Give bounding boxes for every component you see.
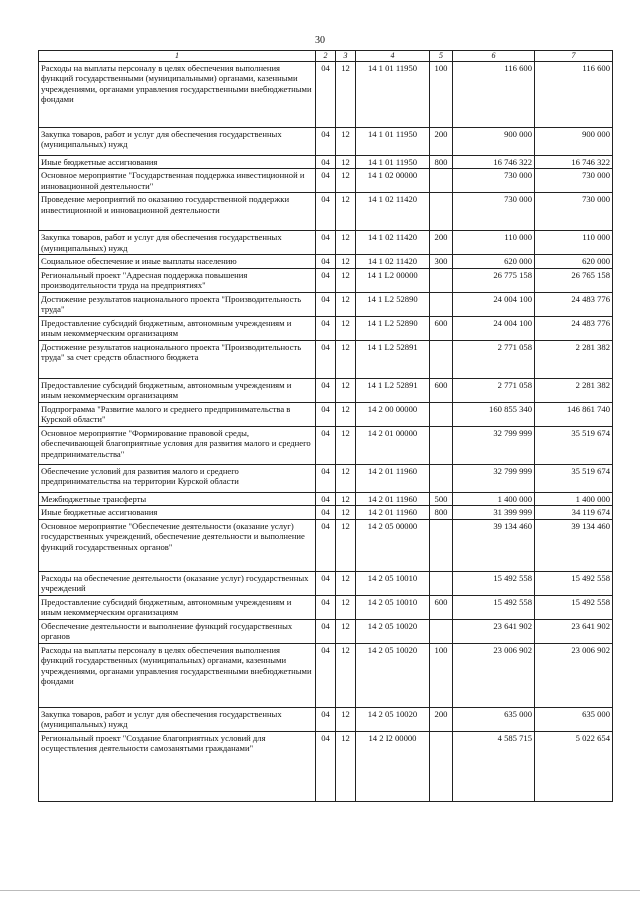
section-code-cell: 04 bbox=[316, 464, 336, 492]
amount-year2-cell: 35 519 674 bbox=[535, 426, 613, 464]
amount-year1-cell: 26 775 158 bbox=[453, 268, 535, 292]
table-row bbox=[39, 61, 613, 127]
expense-type-cell bbox=[430, 292, 453, 316]
row-name-cell: Закупка товаров, работ и услуг для обеспечения государственных (муниципальных) нужд bbox=[39, 231, 316, 255]
amount-year2-cell: 23 641 902 bbox=[535, 619, 613, 643]
row-name-cell: Предоставление субсидий бюджетным, автономным учреждениям и иным некоммерческим организациям bbox=[39, 316, 316, 340]
section-code-cell: 04 bbox=[316, 402, 336, 426]
target-article-cell: 14 2 00 00000 bbox=[356, 402, 430, 426]
section-code-cell: 04 bbox=[316, 492, 336, 505]
target-article-cell: 14 2 I2 00000 bbox=[356, 731, 430, 801]
target-article-cell: 14 1 01 11950 bbox=[356, 155, 430, 168]
table-row bbox=[39, 231, 613, 255]
subsection-code-cell: 12 bbox=[336, 340, 356, 378]
subsection-code-cell: 12 bbox=[336, 519, 356, 571]
section-code-cell: 04 bbox=[316, 506, 336, 519]
section-code-cell: 04 bbox=[316, 292, 336, 316]
expense-type-cell bbox=[430, 402, 453, 426]
target-article-cell: 14 1 L2 00000 bbox=[356, 268, 430, 292]
section-code-cell: 04 bbox=[316, 707, 336, 731]
column-number: 4 bbox=[356, 51, 430, 62]
expense-type-cell bbox=[430, 571, 453, 595]
table-row bbox=[39, 464, 613, 492]
table-row bbox=[39, 595, 613, 619]
table-row bbox=[39, 731, 613, 801]
target-article-cell: 14 1 01 11950 bbox=[356, 61, 430, 127]
section-code-cell: 04 bbox=[316, 643, 336, 707]
row-name-cell: Основное мероприятие "Государственная поддержка инвестиционной и инновационной деятельности" bbox=[39, 169, 316, 193]
amount-year2-cell: 16 746 322 bbox=[535, 155, 613, 168]
amount-year2-cell: 35 519 674 bbox=[535, 464, 613, 492]
expense-type-cell bbox=[430, 731, 453, 801]
table-row bbox=[39, 255, 613, 268]
amount-year1-cell: 23 006 902 bbox=[453, 643, 535, 707]
table-row bbox=[39, 340, 613, 378]
subsection-code-cell: 12 bbox=[336, 707, 356, 731]
amount-year1-cell: 16 746 322 bbox=[453, 155, 535, 168]
row-name-cell: Подпрограмма "Развитие малого и среднего предпринимательства в Курской области" bbox=[39, 402, 316, 426]
target-article-cell: 14 1 02 11420 bbox=[356, 255, 430, 268]
subsection-code-cell: 12 bbox=[336, 127, 356, 155]
expense-type-cell: 200 bbox=[430, 231, 453, 255]
amount-year2-cell: 5 022 654 bbox=[535, 731, 613, 801]
section-code-cell: 04 bbox=[316, 61, 336, 127]
expense-type-cell bbox=[430, 464, 453, 492]
subsection-code-cell: 12 bbox=[336, 193, 356, 231]
expense-type-cell bbox=[430, 268, 453, 292]
amount-year1-cell: 116 600 bbox=[453, 61, 535, 127]
column-number: 2 bbox=[316, 51, 336, 62]
section-code-cell: 04 bbox=[316, 519, 336, 571]
row-name-cell: Предоставление субсидий бюджетным, автономным учреждениям и иным некоммерческим организациям bbox=[39, 378, 316, 402]
subsection-code-cell: 12 bbox=[336, 61, 356, 127]
page-number: 30 bbox=[315, 35, 325, 46]
subsection-code-cell: 12 bbox=[336, 378, 356, 402]
page-edge-line bbox=[0, 890, 640, 891]
table-row bbox=[39, 292, 613, 316]
expense-type-cell: 800 bbox=[430, 506, 453, 519]
amount-year1-cell: 620 000 bbox=[453, 255, 535, 268]
section-code-cell: 04 bbox=[316, 426, 336, 464]
amount-year1-cell: 730 000 bbox=[453, 169, 535, 193]
column-number: 1 bbox=[39, 51, 316, 62]
table-row bbox=[39, 492, 613, 505]
amount-year1-cell: 23 641 902 bbox=[453, 619, 535, 643]
amount-year2-cell: 900 000 bbox=[535, 127, 613, 155]
section-code-cell: 04 bbox=[316, 231, 336, 255]
row-name-cell: Региональный проект "Адресная поддержка повышения производительности труда на предприятиях" bbox=[39, 268, 316, 292]
expense-type-cell bbox=[430, 619, 453, 643]
subsection-code-cell: 12 bbox=[336, 169, 356, 193]
amount-year2-cell: 15 492 558 bbox=[535, 571, 613, 595]
expense-type-cell: 100 bbox=[430, 643, 453, 707]
table-row bbox=[39, 402, 613, 426]
amount-year2-cell: 730 000 bbox=[535, 169, 613, 193]
budget-table bbox=[38, 50, 613, 802]
subsection-code-cell: 12 bbox=[336, 316, 356, 340]
subsection-code-cell: 12 bbox=[336, 402, 356, 426]
target-article-cell: 14 2 01 11960 bbox=[356, 464, 430, 492]
table-row bbox=[39, 155, 613, 168]
table-row bbox=[39, 519, 613, 571]
section-code-cell: 04 bbox=[316, 340, 336, 378]
subsection-code-cell: 12 bbox=[336, 426, 356, 464]
target-article-cell: 14 1 02 11420 bbox=[356, 193, 430, 231]
table-row bbox=[39, 193, 613, 231]
row-name-cell: Закупка товаров, работ и услуг для обеспечения государственных (муниципальных) нужд bbox=[39, 127, 316, 155]
target-article-cell: 14 2 05 10010 bbox=[356, 595, 430, 619]
section-code-cell: 04 bbox=[316, 731, 336, 801]
row-name-cell: Достижение результатов национального проекта "Производительность труда" bbox=[39, 292, 316, 316]
row-name-cell: Социальное обеспечение и иные выплаты населению bbox=[39, 255, 316, 268]
target-article-cell: 14 2 01 11960 bbox=[356, 506, 430, 519]
subsection-code-cell: 12 bbox=[336, 255, 356, 268]
column-number: 7 bbox=[535, 51, 613, 62]
section-code-cell: 04 bbox=[316, 193, 336, 231]
amount-year2-cell: 2 281 382 bbox=[535, 378, 613, 402]
amount-year1-cell: 900 000 bbox=[453, 127, 535, 155]
column-number: 5 bbox=[430, 51, 453, 62]
section-code-cell: 04 bbox=[316, 595, 336, 619]
table-row bbox=[39, 707, 613, 731]
expense-type-cell: 200 bbox=[430, 127, 453, 155]
subsection-code-cell: 12 bbox=[336, 595, 356, 619]
expense-type-cell bbox=[430, 426, 453, 464]
amount-year2-cell: 2 281 382 bbox=[535, 340, 613, 378]
section-code-cell: 04 bbox=[316, 169, 336, 193]
amount-year2-cell: 635 000 bbox=[535, 707, 613, 731]
row-name-cell: Закупка товаров, работ и услуг для обеспечения государственных (муниципальных) нужд bbox=[39, 707, 316, 731]
amount-year1-cell: 730 000 bbox=[453, 193, 535, 231]
amount-year1-cell: 32 799 999 bbox=[453, 426, 535, 464]
table-row bbox=[39, 619, 613, 643]
expense-type-cell: 600 bbox=[430, 316, 453, 340]
target-article-cell: 14 2 05 00000 bbox=[356, 519, 430, 571]
target-article-cell: 14 2 05 10020 bbox=[356, 707, 430, 731]
row-name-cell: Обеспечение деятельности и выполнение функций государственных органов bbox=[39, 619, 316, 643]
amount-year1-cell: 15 492 558 bbox=[453, 595, 535, 619]
amount-year2-cell: 620 000 bbox=[535, 255, 613, 268]
column-number-row bbox=[39, 51, 613, 62]
target-article-cell: 14 1 02 00000 bbox=[356, 169, 430, 193]
section-code-cell: 04 bbox=[316, 378, 336, 402]
table-row bbox=[39, 316, 613, 340]
expense-type-cell: 500 bbox=[430, 492, 453, 505]
row-name-cell: Региональный проект "Создание благоприятных условий для осуществления деятельности самозанятыми гражданами" bbox=[39, 731, 316, 801]
expense-type-cell bbox=[430, 169, 453, 193]
amount-year1-cell: 24 004 100 bbox=[453, 292, 535, 316]
section-code-cell: 04 bbox=[316, 155, 336, 168]
amount-year1-cell: 31 399 999 bbox=[453, 506, 535, 519]
amount-year1-cell: 2 771 058 bbox=[453, 340, 535, 378]
amount-year1-cell: 110 000 bbox=[453, 231, 535, 255]
amount-year2-cell: 26 765 158 bbox=[535, 268, 613, 292]
row-name-cell: Расходы на выплаты персоналу в целях обеспечения выполнения функций государственными (муниципальными) органами, казенными учреждениями, органами управления государственными внебюджетными фондами bbox=[39, 61, 316, 127]
target-article-cell: 14 1 01 11950 bbox=[356, 127, 430, 155]
expense-type-cell: 600 bbox=[430, 595, 453, 619]
expense-type-cell: 600 bbox=[430, 378, 453, 402]
expense-type-cell: 300 bbox=[430, 255, 453, 268]
target-article-cell: 14 1 L2 52891 bbox=[356, 378, 430, 402]
target-article-cell: 14 2 05 10020 bbox=[356, 619, 430, 643]
amount-year1-cell: 635 000 bbox=[453, 707, 535, 731]
section-code-cell: 04 bbox=[316, 127, 336, 155]
row-name-cell: Основное мероприятие "Формирование правовой среды, обеспечивающей благоприятные условия для развития малого и среднего предпринимательства" bbox=[39, 426, 316, 464]
expense-type-cell: 100 bbox=[430, 61, 453, 127]
table-row bbox=[39, 127, 613, 155]
amount-year1-cell: 4 585 715 bbox=[453, 731, 535, 801]
column-number: 6 bbox=[453, 51, 535, 62]
table-row bbox=[39, 268, 613, 292]
table-row bbox=[39, 426, 613, 464]
subsection-code-cell: 12 bbox=[336, 155, 356, 168]
amount-year1-cell: 39 134 460 bbox=[453, 519, 535, 571]
amount-year1-cell: 160 855 340 bbox=[453, 402, 535, 426]
amount-year1-cell: 24 004 100 bbox=[453, 316, 535, 340]
row-name-cell: Предоставление субсидий бюджетным, автономным учреждениям и иным некоммерческим организациям bbox=[39, 595, 316, 619]
table-row bbox=[39, 643, 613, 707]
amount-year2-cell: 146 861 740 bbox=[535, 402, 613, 426]
amount-year2-cell: 24 483 776 bbox=[535, 292, 613, 316]
expense-type-cell bbox=[430, 519, 453, 571]
row-name-cell: Иные бюджетные ассигнования bbox=[39, 506, 316, 519]
amount-year2-cell: 39 134 460 bbox=[535, 519, 613, 571]
amount-year2-cell: 1 400 000 bbox=[535, 492, 613, 505]
subsection-code-cell: 12 bbox=[336, 231, 356, 255]
subsection-code-cell: 12 bbox=[336, 731, 356, 801]
subsection-code-cell: 12 bbox=[336, 292, 356, 316]
target-article-cell: 14 2 05 10020 bbox=[356, 643, 430, 707]
table-row bbox=[39, 169, 613, 193]
subsection-code-cell: 12 bbox=[336, 268, 356, 292]
expense-type-cell: 200 bbox=[430, 707, 453, 731]
amount-year2-cell: 15 492 558 bbox=[535, 595, 613, 619]
expense-type-cell bbox=[430, 340, 453, 378]
amount-year1-cell: 2 771 058 bbox=[453, 378, 535, 402]
row-name-cell: Проведение мероприятий по оказанию государственной поддержки инвестиционной и инновационной деятельности bbox=[39, 193, 316, 231]
table-row bbox=[39, 571, 613, 595]
column-number: 3 bbox=[336, 51, 356, 62]
amount-year2-cell: 110 000 bbox=[535, 231, 613, 255]
amount-year2-cell: 24 483 776 bbox=[535, 316, 613, 340]
row-name-cell: Расходы на выплаты персоналу в целях обеспечения выполнения функций государственных (муниципальных) органами, казенными учреждениями, органами управления государственными внебюджетными фондами bbox=[39, 643, 316, 707]
amount-year1-cell: 1 400 000 bbox=[453, 492, 535, 505]
target-article-cell: 14 1 L2 52891 bbox=[356, 340, 430, 378]
expense-type-cell: 800 bbox=[430, 155, 453, 168]
table-row bbox=[39, 506, 613, 519]
subsection-code-cell: 12 bbox=[336, 619, 356, 643]
row-name-cell: Достижение результатов национального проекта "Производительность труда" за счет средств областного бюджета bbox=[39, 340, 316, 378]
row-name-cell: Основное мероприятие "Обеспечение деятельности (оказание услуг) государственных учреждений, обеспечение деятельности и выполнение функций государственных органов" bbox=[39, 519, 316, 571]
subsection-code-cell: 12 bbox=[336, 492, 356, 505]
target-article-cell: 14 2 01 00000 bbox=[356, 426, 430, 464]
section-code-cell: 04 bbox=[316, 268, 336, 292]
target-article-cell: 14 2 01 11960 bbox=[356, 492, 430, 505]
subsection-code-cell: 12 bbox=[336, 464, 356, 492]
table-row bbox=[39, 378, 613, 402]
subsection-code-cell: 12 bbox=[336, 643, 356, 707]
section-code-cell: 04 bbox=[316, 571, 336, 595]
amount-year2-cell: 34 119 674 bbox=[535, 506, 613, 519]
amount-year2-cell: 23 006 902 bbox=[535, 643, 613, 707]
section-code-cell: 04 bbox=[316, 619, 336, 643]
amount-year1-cell: 15 492 558 bbox=[453, 571, 535, 595]
row-name-cell: Обеспечение условий для развития малого и среднего предпринимательства на территории Курской области bbox=[39, 464, 316, 492]
section-code-cell: 04 bbox=[316, 316, 336, 340]
target-article-cell: 14 2 05 10010 bbox=[356, 571, 430, 595]
expense-type-cell bbox=[430, 193, 453, 231]
amount-year2-cell: 730 000 bbox=[535, 193, 613, 231]
target-article-cell: 14 1 L2 52890 bbox=[356, 292, 430, 316]
subsection-code-cell: 12 bbox=[336, 571, 356, 595]
target-article-cell: 14 1 02 11420 bbox=[356, 231, 430, 255]
row-name-cell: Межбюджетные трансферты bbox=[39, 492, 316, 505]
amount-year1-cell: 32 799 999 bbox=[453, 464, 535, 492]
subsection-code-cell: 12 bbox=[336, 506, 356, 519]
row-name-cell: Иные бюджетные ассигнования bbox=[39, 155, 316, 168]
target-article-cell: 14 1 L2 52890 bbox=[356, 316, 430, 340]
amount-year2-cell: 116 600 bbox=[535, 61, 613, 127]
row-name-cell: Расходы на обеспечение деятельности (оказание услуг) государственных учреждений bbox=[39, 571, 316, 595]
section-code-cell: 04 bbox=[316, 255, 336, 268]
